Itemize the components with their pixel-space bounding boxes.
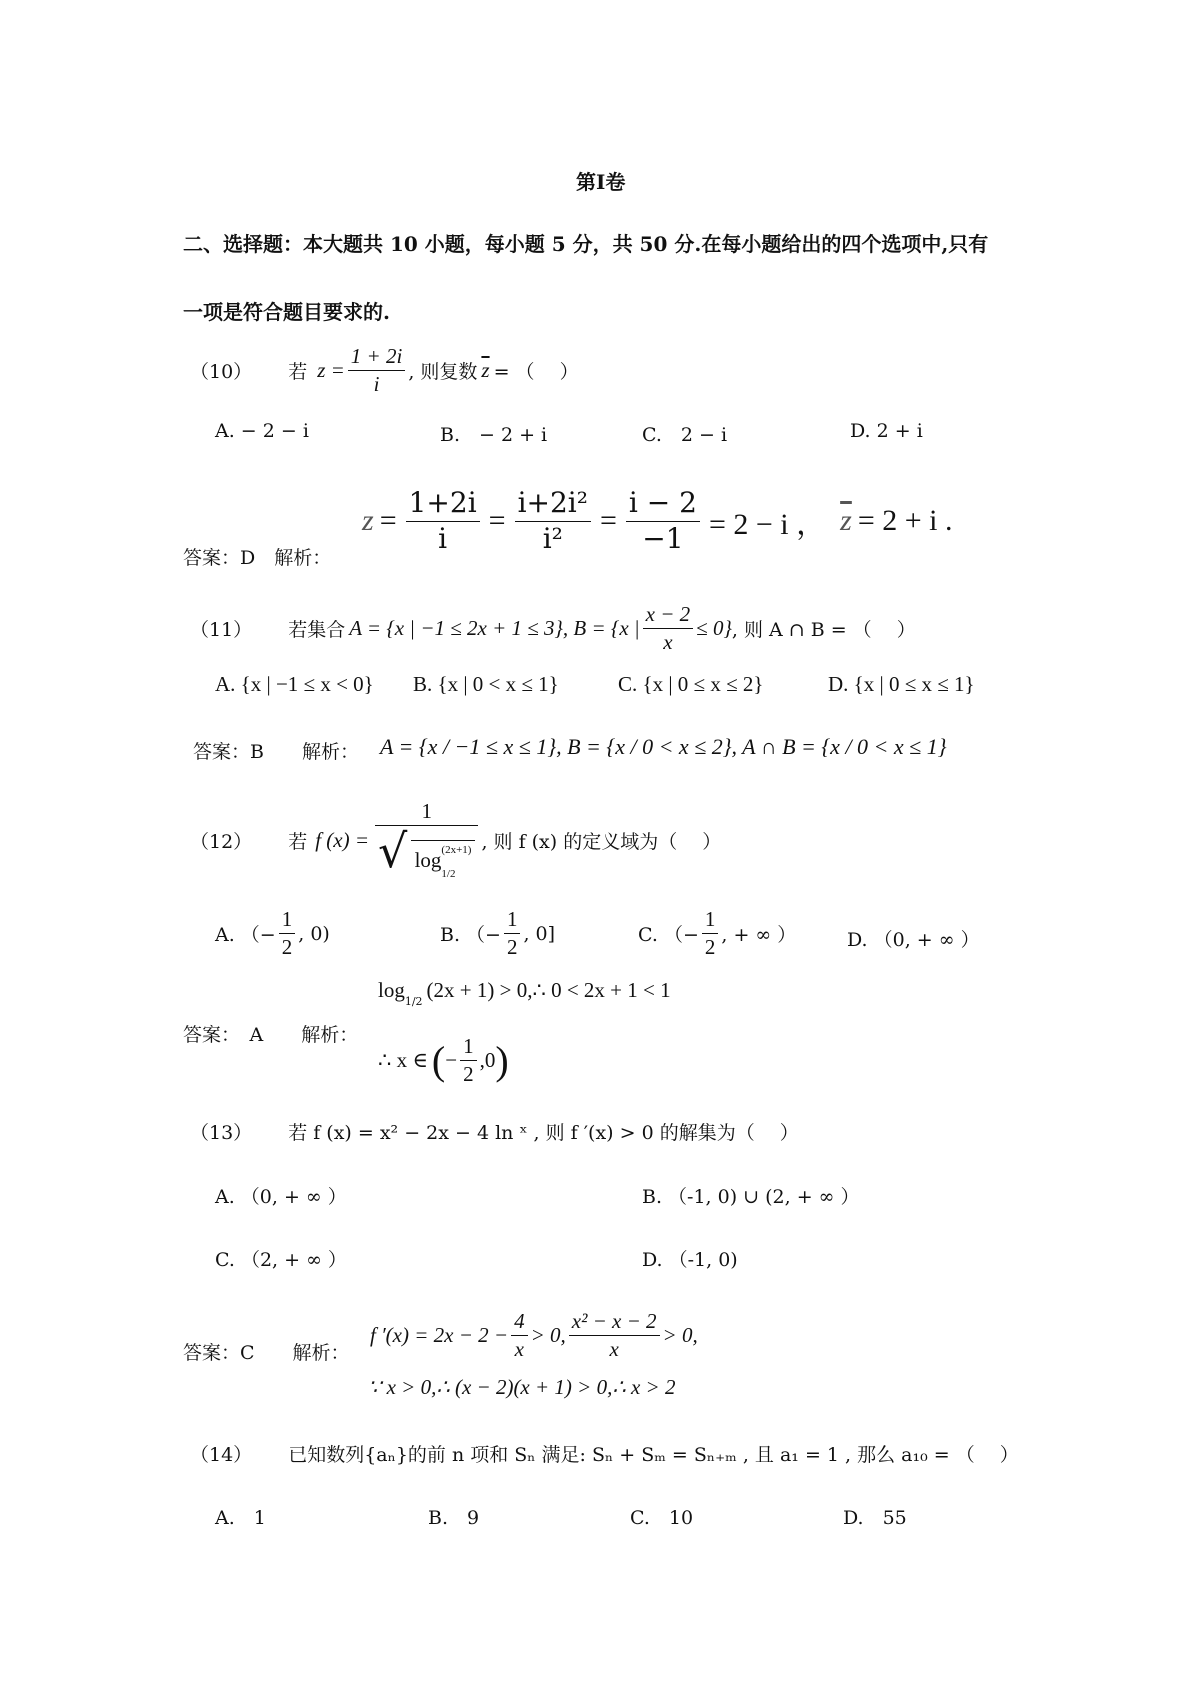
q10-answer-label: 答案：D 解析： <box>183 547 332 569</box>
q13-sol-frac1-den: x <box>514 1337 524 1362</box>
q12-option-c-rest: , + ∞ ） <box>721 924 797 947</box>
q12-option-b-den: 2 <box>506 935 518 960</box>
q12-tail: , 则 f (x) 的定义域为（ ） <box>481 831 722 854</box>
q10-sol-result2: = 2 + i . <box>857 504 953 538</box>
q13-number: （13） <box>190 1122 253 1144</box>
q10-sol-frac3-den: −1 <box>642 521 684 555</box>
q13-option-a: A. （0, + ∞ ） <box>215 1186 347 1208</box>
q11-fraction-den: x <box>663 630 673 655</box>
q11-end: , 则 A ∩ B = （ ） <box>731 619 916 642</box>
q12-sol-frac-den: 2 <box>463 1062 474 1087</box>
q10-sol-frac1-den: i <box>438 521 448 555</box>
q13-sol-frac2-den: x <box>609 1337 619 1362</box>
q10-sol-frac3-num: i − 2 <box>626 488 700 522</box>
q12-ruo: 若 <box>288 831 308 854</box>
q11-solution: A = {x / −1 ≤ x ≤ 1}, B = {x / 0 < x ≤ 2}, A ∩ B = {x / 0 < x ≤ 1} <box>380 734 947 759</box>
q10-option-d: D. 2 + i <box>850 420 923 442</box>
q10-sol-frac2 <box>515 488 591 555</box>
section-heading-line2: 一项是符合题目要求的. <box>183 300 390 324</box>
q11-option-b: B. {x | 0 < x ≤ 1} <box>413 672 559 696</box>
q12-option-b-rest: , 0] <box>523 922 556 945</box>
q12-fraction-den <box>375 826 478 881</box>
q12-sqrt-body <box>411 840 476 882</box>
q11-fraction <box>643 603 694 654</box>
q10-fraction <box>348 345 406 396</box>
q10-tail: , 则复数 <box>408 361 478 384</box>
q13-sol-frac1-num: 4 <box>511 1310 528 1336</box>
q13-sol-pre: f ′(x) = 2x − 2 − <box>370 1323 509 1348</box>
q12-sqrt-icon: √ <box>378 824 408 879</box>
q12-option-d: D. （0, + ∞ ） <box>847 929 980 951</box>
q14-number: （14） <box>190 1444 253 1466</box>
q12-option-a-frac <box>279 908 296 959</box>
volume-title: 第I卷 <box>576 170 626 194</box>
q12-option-b-num: 1 <box>504 908 521 934</box>
q13-sol-line2: ∵ x > 0,∴ (x − 2)(x + 1) > 0,∴ x > 2 <box>368 1375 676 1399</box>
q12-option-a-den: 2 <box>281 935 293 960</box>
q10-option-a: A. − 2 − i <box>215 420 309 442</box>
q12-option-b-letter: B. （− <box>440 924 501 947</box>
q12-sol-paren-close: ) <box>495 1038 509 1084</box>
q12-fraction-num: 1 <box>375 800 478 826</box>
q11-fraction-num: x − 2 <box>643 603 694 629</box>
q12-sol-minus: − <box>445 1048 458 1073</box>
q12-log-arg: (2x+1) <box>441 843 472 856</box>
q12-option-c <box>638 908 796 959</box>
q13-option-b: B. （-1, 0) ∪ (2, + ∞ ） <box>642 1186 860 1208</box>
q10-sol-eq2: = <box>488 504 506 538</box>
q12-number: （12） <box>190 831 253 854</box>
q11-answer-label: 答案：B 解析： <box>193 741 359 763</box>
q10-option-b: B. − 2 + i <box>440 424 548 446</box>
q14-stem <box>190 1440 1019 1467</box>
q12-log-scripts <box>441 843 471 882</box>
q10-sol-z: z <box>362 504 374 538</box>
q13-sol-frac2 <box>569 1310 660 1361</box>
q12-option-c-den: 2 <box>704 935 716 960</box>
q13-sol-frac2-num: x² − x − 2 <box>569 1310 660 1336</box>
q12-option-a-num: 1 <box>279 908 296 934</box>
q12-option-a-rest: , 0) <box>298 922 330 945</box>
q10-denominator: i <box>373 372 380 397</box>
q10-sol-frac2-num: i+2i² <box>515 488 591 522</box>
q13-stem <box>190 1118 799 1145</box>
q13-sol-line1 <box>370 1310 698 1361</box>
q10-end: = （ ） <box>493 361 579 384</box>
q12-answer-label: 答案： A 解析： <box>183 1024 359 1046</box>
q12-option-c-frac <box>702 908 719 959</box>
q12-sol-paren-open: ( <box>431 1038 446 1084</box>
q13-option-c: C. （2, + ∞ ） <box>215 1249 347 1271</box>
q11-number: （11） <box>190 619 253 642</box>
q10-numerator: 1 + 2i <box>348 345 406 371</box>
q12-f-eq: f (x) = <box>315 828 370 853</box>
q10-sol-eq1: = <box>379 504 397 538</box>
q11-ruo: 若集合 <box>288 619 346 642</box>
q12-log-base: 1/2 <box>441 868 456 881</box>
q12-sol-frac-num: 1 <box>460 1035 477 1061</box>
q13-answer-label: 答案：C 解析： <box>183 1342 350 1364</box>
q11-option-c: C. {x | 0 ≤ x ≤ 2} <box>618 672 764 696</box>
q11-tail: ≤ 0} <box>696 616 732 641</box>
q12-sol-line1 <box>378 973 671 1008</box>
q12-sol-line2-rest: ,0 <box>479 1048 496 1073</box>
q13-sol-frac1 <box>511 1310 528 1361</box>
q12-option-c-num: 1 <box>702 908 719 934</box>
q10-solution <box>362 488 953 555</box>
q12-stem <box>190 800 721 882</box>
q14-stem-text: 已知数列{aₙ}的前 n 项和 Sₙ 满足: Sₙ + Sₘ = Sₙ₊ₘ , 且 a₁ = 1 , 那么 a₁₀ = （ ） <box>288 1444 1019 1466</box>
q10-zbar: $\overline{z}$ <box>481 358 490 383</box>
q10-z-eq: z = <box>317 358 345 383</box>
q12-option-a-letter: A. （− <box>215 924 276 947</box>
q10-sol-result: = 2 − i ， <box>708 508 827 542</box>
q11-stem <box>190 603 916 654</box>
q12-sol-line2-pre: ∴ x ∈ <box>378 1048 428 1073</box>
q10-stem <box>190 345 579 396</box>
q10-sol-frac1 <box>406 488 480 555</box>
q12-sol-log-base: 1/2 <box>404 995 423 1008</box>
q12-sol-frac <box>460 1035 477 1086</box>
q12-sol-line1-rest: (2x + 1) > 0,∴ 0 < 2x + 1 < 1 <box>426 978 671 1002</box>
q12-option-c-letter: C. （− <box>638 924 699 947</box>
q10-sol-zbar: $\overline{z}$ <box>840 504 852 538</box>
q13-stem-text: 若 f (x) = x² − 2x − 4 ln ˣ , 则 f ′(x) > 0 的解集为（ ） <box>288 1122 799 1144</box>
q10-ruo: 若 <box>288 361 308 384</box>
q12-sol-log: log <box>378 978 405 1002</box>
q11-option-d: D. {x | 0 ≤ x ≤ 1} <box>828 672 975 696</box>
q14-option-a: A. 1 <box>215 1507 266 1529</box>
q13-sol-end: > 0, <box>662 1323 698 1348</box>
q10-option-c: C. 2 − i <box>642 424 728 446</box>
q12-option-b-frac <box>504 908 521 959</box>
q12-option-a <box>215 908 330 959</box>
q12-sol-line2 <box>378 1035 509 1086</box>
q10-sol-eq3: = <box>600 504 617 538</box>
q10-sol-frac1-num: 1+2i <box>406 488 480 522</box>
q11-sets: A = {x | −1 ≤ 2x + 1 ≤ 3}, B = {x | <box>349 616 640 641</box>
q12-fraction <box>375 800 478 882</box>
q14-option-c: C. 10 <box>630 1507 694 1529</box>
q10-sol-frac2-den: i² <box>542 521 563 555</box>
q10-number: （10） <box>190 361 253 384</box>
section-heading-line1: 二、选择题：本大题共 10 小题，每小题 5 分，共 50 分.在每小题给出的四个选项中,只有 <box>183 232 989 256</box>
q14-option-b: B. 9 <box>428 1507 480 1529</box>
q12-option-b <box>440 908 555 959</box>
q12-log: log <box>414 848 442 873</box>
q13-option-d: D. （-1, 0) <box>642 1249 738 1271</box>
q13-sol-mid: > 0, <box>530 1323 566 1348</box>
q10-sol-frac3 <box>626 488 700 555</box>
q11-option-a: A. {x | −1 ≤ x < 0} <box>215 672 374 696</box>
q14-option-d: D. 55 <box>843 1507 907 1529</box>
